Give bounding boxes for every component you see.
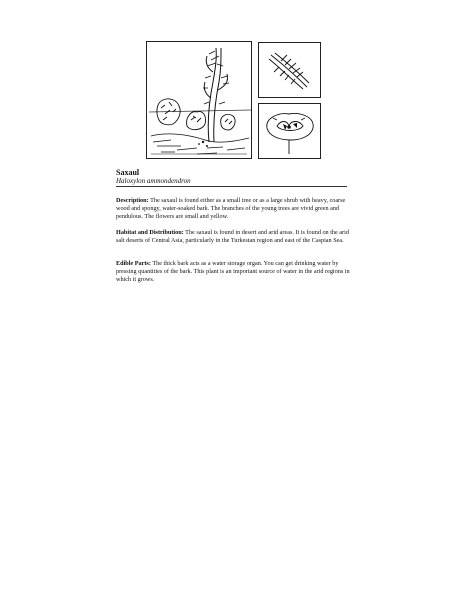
flower-illustration <box>258 103 321 159</box>
edible-parts-label: Edible Parts: <box>116 260 151 267</box>
habitat-paragraph <box>116 229 350 245</box>
plant-title-block <box>116 168 191 185</box>
scientific-name: Haloxylon ammondendron <box>116 177 191 185</box>
description-label: Description: <box>116 197 149 204</box>
common-name: Saxaul <box>116 168 140 177</box>
habitat-label: Habitat and Distribution: <box>116 229 184 236</box>
saxaul-tree-illustration <box>146 41 252 159</box>
habitat-text: The saxaul is found in desert and arid areas. It is found on the arid salt deserts of Central Asia, particularly in the Turkestan region and east of the Caspian Sea. <box>116 229 349 245</box>
branch-illustration <box>258 42 321 98</box>
edible-parts-paragraph <box>116 260 350 284</box>
divider <box>116 186 347 187</box>
description-text: The saxaul is found either as a small tree or as a large shrub with heavy, coarse wood and spongy, water-soaked bark. The branches of the young trees are vivid green and pendulous. The flowers are small and yellow. <box>116 197 346 221</box>
description-paragraph <box>116 197 350 221</box>
edible-parts-text: The thick bark acts as a water storage organ. You can get drinking water by pressing quantities of the bark. This plant is an important source of water in the arid regions in which it grows. <box>116 260 350 284</box>
